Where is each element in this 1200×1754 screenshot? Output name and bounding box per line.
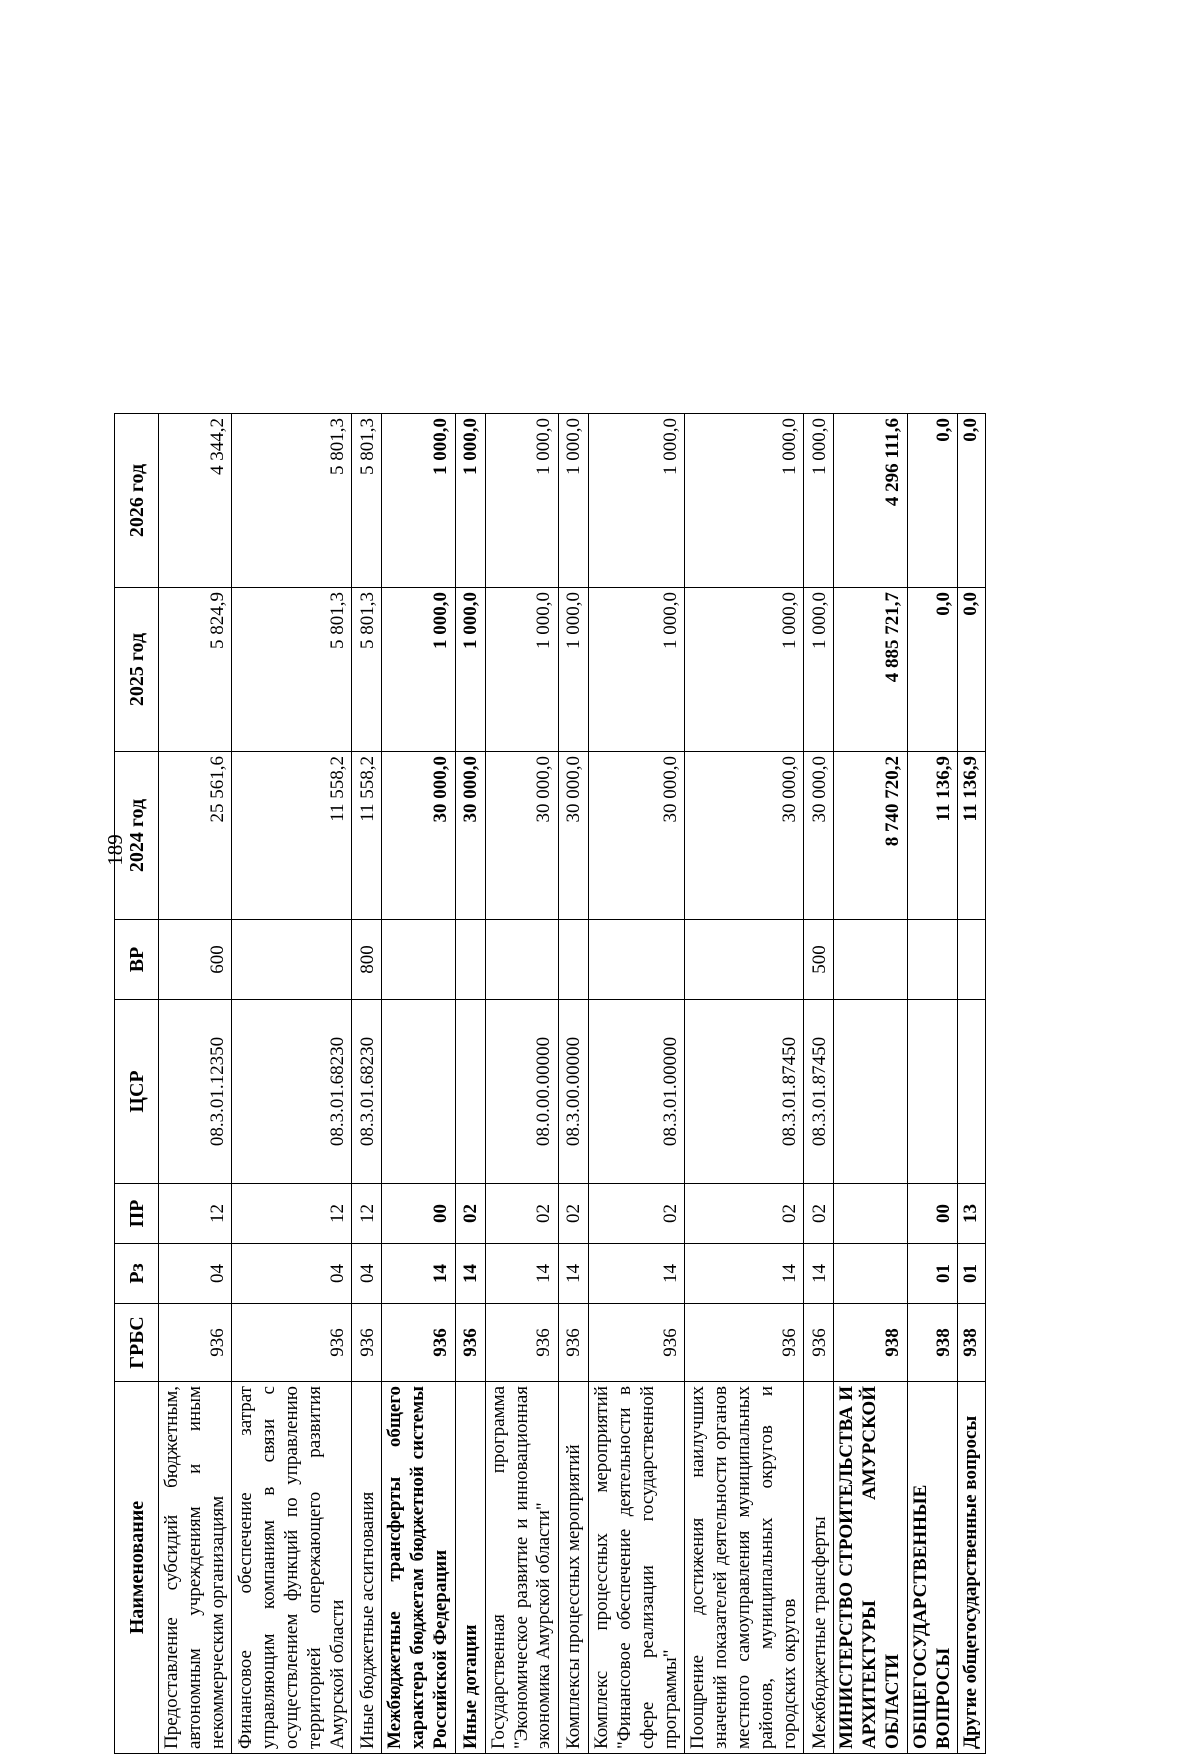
row-csr: 08.3.01.68230: [352, 1000, 382, 1184]
row-csr: [382, 1000, 455, 1184]
row-rz: 14: [455, 1244, 485, 1304]
row-pr: 12: [232, 1184, 352, 1244]
row-grbs: 936: [382, 1304, 455, 1382]
row-2024: 8 740 720,2: [834, 752, 907, 920]
row-grbs: 936: [159, 1304, 232, 1382]
row-grbs: 936: [589, 1304, 685, 1382]
row-rz: 04: [232, 1244, 352, 1304]
row-2026: 1 000,0: [455, 414, 485, 588]
row-2024: 30 000,0: [559, 752, 589, 920]
row-2026: 4 344,2: [159, 414, 232, 588]
row-2025: 4 885 721,7: [834, 588, 907, 752]
row-csr: 08.3.01.68230: [232, 1000, 352, 1184]
row-2024: 25 561,6: [159, 752, 232, 920]
table-row: [589, 414, 685, 1754]
header-pr: ПР: [115, 1184, 159, 1244]
table-row: [559, 414, 589, 1754]
row-2024: 11 136,9: [907, 752, 958, 920]
row-rz: 01: [907, 1244, 958, 1304]
row-name: ОБЩЕГОСУДАРСТВЕННЫЕ ВОПРОСЫ: [907, 1382, 958, 1754]
row-grbs: 938: [907, 1304, 958, 1382]
row-pr: [834, 1184, 907, 1244]
row-2024: 11 558,2: [352, 752, 382, 920]
row-2024: 30 000,0: [589, 752, 685, 920]
row-2024: 30 000,0: [382, 752, 455, 920]
row-2026: 1 000,0: [685, 414, 804, 588]
row-vr: 800: [352, 920, 382, 1000]
row-rz: 14: [485, 1244, 558, 1304]
row-2025: 0,0: [958, 588, 986, 752]
table-row: [907, 414, 958, 1754]
table-row: [685, 414, 804, 1754]
row-2026: 0,0: [958, 414, 986, 588]
row-vr: [232, 920, 352, 1000]
row-2026: 1 000,0: [559, 414, 589, 588]
table-row: [382, 414, 455, 1754]
row-2025: 1 000,0: [455, 588, 485, 752]
row-name: Комплексы процессных мероприятий: [559, 1382, 589, 1754]
row-pr: 02: [589, 1184, 685, 1244]
header-rz: Рз: [115, 1244, 159, 1304]
row-grbs: 938: [834, 1304, 907, 1382]
header-2026: 2026 год: [115, 414, 159, 588]
row-2025: 1 000,0: [685, 588, 804, 752]
row-pr: 02: [804, 1184, 834, 1244]
table-row: [958, 414, 986, 1754]
row-csr: [958, 1000, 986, 1184]
row-name: Другие общегосударственные вопросы: [958, 1382, 986, 1754]
row-2025: 0,0: [907, 588, 958, 752]
row-2026: 4 296 111,6: [834, 414, 907, 588]
row-2025: 5 801,3: [352, 588, 382, 752]
header-csr: ЦСР: [115, 1000, 159, 1184]
row-csr: 08.3.01.87450: [685, 1000, 804, 1184]
row-2025: 1 000,0: [382, 588, 455, 752]
row-grbs: 938: [958, 1304, 986, 1382]
row-vr: 600: [159, 920, 232, 1000]
header-name: Наименование: [115, 1382, 159, 1754]
row-pr: 02: [685, 1184, 804, 1244]
row-csr: 08.3.01.12350: [159, 1000, 232, 1184]
row-grbs: 936: [232, 1304, 352, 1382]
row-2024: 11 558,2: [232, 752, 352, 920]
row-pr: 02: [455, 1184, 485, 1244]
table-row: [485, 414, 558, 1754]
header-2024: 2024 год: [115, 752, 159, 920]
row-name: Иные дотации: [455, 1382, 485, 1754]
table-header-row: [115, 414, 159, 1754]
row-pr: 12: [159, 1184, 232, 1244]
row-2024: 30 000,0: [685, 752, 804, 920]
row-name: МИНИСТЕРСТВО СТРОИТЕЛЬСТВА И АРХИТЕКТУРЫ АМУРСКОЙ ОБЛАСТИ: [834, 1382, 907, 1754]
row-name: Государственная программа "Экономическое развитие и инновационная экономика Амурской области": [485, 1382, 558, 1754]
row-name: Комплекс процессных мероприятий "Финансовое обеспечение деятельности в сфере реализации государственной программы": [589, 1382, 685, 1754]
row-rz: 01: [958, 1244, 986, 1304]
row-csr: 08.0.00.00000: [485, 1000, 558, 1184]
row-2025: 5 824,9: [159, 588, 232, 752]
row-vr: 500: [804, 920, 834, 1000]
row-pr: 02: [559, 1184, 589, 1244]
row-vr: [907, 920, 958, 1000]
row-2024: 30 000,0: [485, 752, 558, 920]
row-2024: 30 000,0: [804, 752, 834, 920]
row-2026: 0,0: [907, 414, 958, 588]
row-vr: [485, 920, 558, 1000]
row-2026: 1 000,0: [485, 414, 558, 588]
row-pr: 00: [907, 1184, 958, 1244]
table-row: [159, 414, 232, 1754]
row-grbs: 936: [804, 1304, 834, 1382]
row-grbs: 936: [485, 1304, 558, 1382]
row-rz: 14: [685, 1244, 804, 1304]
header-grbs: ГРБС: [115, 1304, 159, 1382]
table-row: [834, 414, 907, 1754]
row-rz: 04: [159, 1244, 232, 1304]
row-csr: [455, 1000, 485, 1184]
row-2026: 1 000,0: [382, 414, 455, 588]
row-2026: 5 801,3: [232, 414, 352, 588]
row-rz: 14: [804, 1244, 834, 1304]
row-grbs: 936: [455, 1304, 485, 1382]
row-csr: [834, 1000, 907, 1184]
row-name: Предоставление субсидий бюджетным, автономным учреждениям и иным некоммерческим организациям: [159, 1382, 232, 1754]
row-csr: [907, 1000, 958, 1184]
row-vr: [589, 920, 685, 1000]
row-rz: 14: [382, 1244, 455, 1304]
row-2024: 30 000,0: [455, 752, 485, 920]
row-pr: 02: [485, 1184, 558, 1244]
row-vr: [455, 920, 485, 1000]
row-name: Межбюджетные трансферты общего характера бюджетам бюджетной системы Российской Федерации: [382, 1382, 455, 1754]
row-pr: 13: [958, 1184, 986, 1244]
row-rz: 14: [589, 1244, 685, 1304]
budget-table: [114, 413, 986, 1754]
row-csr: 08.3.00.00000: [559, 1000, 589, 1184]
row-rz: [834, 1244, 907, 1304]
row-pr: 00: [382, 1184, 455, 1244]
row-2025: 1 000,0: [485, 588, 558, 752]
row-2024: 11 136,9: [958, 752, 986, 920]
row-grbs: 936: [559, 1304, 589, 1382]
row-2025: 1 000,0: [559, 588, 589, 752]
row-2025: 5 801,3: [232, 588, 352, 752]
header-2025: 2025 год: [115, 588, 159, 752]
row-csr: 08.3.01.87450: [804, 1000, 834, 1184]
page-number: 189: [103, 834, 127, 866]
row-2026: 1 000,0: [804, 414, 834, 588]
row-csr: 08.3.01.00000: [589, 1000, 685, 1184]
row-name: Межбюджетные трансферты: [804, 1382, 834, 1754]
header-vr: ВР: [115, 920, 159, 1000]
row-rz: 14: [559, 1244, 589, 1304]
row-pr: 12: [352, 1184, 382, 1244]
row-rz: 04: [352, 1244, 382, 1304]
budget-table-container: [114, 414, 982, 1754]
row-grbs: 936: [352, 1304, 382, 1382]
row-vr: [834, 920, 907, 1000]
row-2025: 1 000,0: [589, 588, 685, 752]
row-name: Финансовое обеспечение затрат управляющим компаниям в связи с осуществлением функций по управлению территорией опережающего развития Амурской области: [232, 1382, 352, 1754]
row-name: Поощрение достижения наилучших значений показателей деятельности органов местного самоуправления муниципальных районов, муниципальных округов и городских округов: [685, 1382, 804, 1754]
row-vr: [559, 920, 589, 1000]
row-vr: [382, 920, 455, 1000]
row-vr: [685, 920, 804, 1000]
row-grbs: 936: [685, 1304, 804, 1382]
table-row: [232, 414, 352, 1754]
row-name: Иные бюджетные ассигнования: [352, 1382, 382, 1754]
row-2026: 5 801,3: [352, 414, 382, 588]
row-vr: [958, 920, 986, 1000]
table-row: [352, 414, 382, 1754]
table-row: [455, 414, 485, 1754]
row-2025: 1 000,0: [804, 588, 834, 752]
table-row: [804, 414, 834, 1754]
row-2026: 1 000,0: [589, 414, 685, 588]
